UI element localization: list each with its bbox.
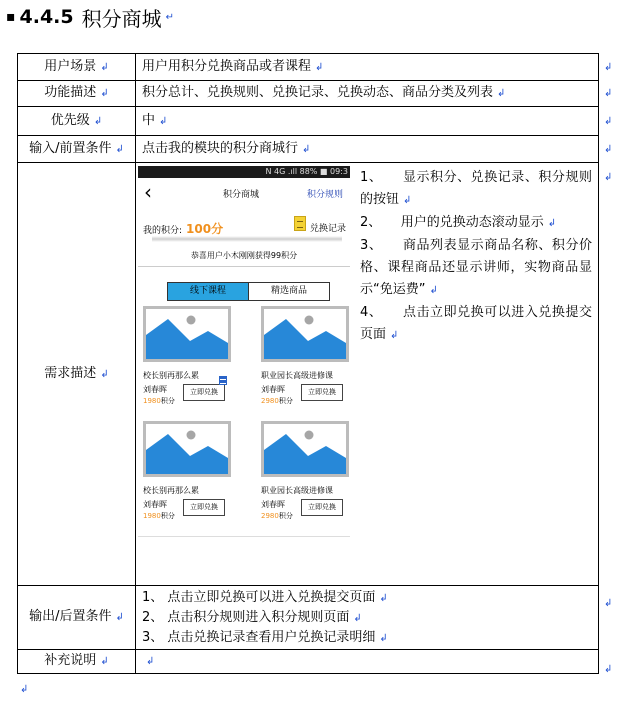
paragraph-mark: ↲: [100, 61, 109, 73]
paragraph-mark: ↲: [379, 632, 388, 644]
label-cell: [18, 136, 136, 163]
label-cell: [18, 650, 136, 674]
value-function: 积分总计、兑换规则、兑换记录、兑换动态、商品分类及列表: [142, 85, 494, 100]
requirement-cell: [136, 163, 599, 586]
row-priority: [18, 107, 599, 136]
product-card[interactable]: [143, 306, 231, 421]
row-end-mark: ↲: [604, 172, 613, 183]
note-item: 1、 显示积分、兑换记录、积分规则的按钮 ↲: [360, 170, 592, 207]
scroll-news: 恭喜用户小木刚刚获得99积分: [190, 251, 298, 260]
label-input: 输入/前置条件: [29, 140, 112, 156]
label-priority: 优先级: [50, 112, 90, 128]
product-price: 1980积分: [143, 397, 175, 405]
image-placeholder-icon: [261, 421, 349, 477]
product-price: 2980积分: [261, 397, 293, 405]
label-supplement: 补充说明: [44, 653, 97, 668]
product-price: 2980积分: [261, 512, 293, 520]
row-scene: [18, 54, 599, 81]
product-name: 校长别再那么累: [143, 486, 199, 495]
back-arrow-icon[interactable]: ‹: [144, 180, 152, 204]
paragraph-mark: ↲: [379, 592, 388, 604]
phone-mockup: [138, 166, 350, 571]
exchange-history-button[interactable]: 兑换记录: [310, 224, 347, 234]
row-supplement: [18, 650, 599, 674]
product-name: 职业园长高级进修课: [261, 486, 333, 495]
paragraph-mark: ↲: [403, 195, 412, 206]
paragraph-mark: ↲: [497, 88, 506, 99]
paragraph-mark: ↲: [100, 88, 109, 99]
scroll-ghost-line: [152, 236, 342, 242]
paragraph-mark: ↲: [100, 368, 109, 380]
product-name: 职业园长高级进修课: [261, 371, 333, 380]
nav-bar: [138, 178, 350, 208]
value-cell: [136, 586, 599, 650]
product-teacher: 刘春晖: [143, 385, 167, 394]
phone-title: 积分商城: [223, 190, 260, 200]
list-icon: [219, 376, 227, 385]
divider: [138, 266, 350, 267]
heading-title: 积分商城: [81, 6, 162, 31]
label-cell: [18, 81, 136, 107]
row-end-mark: ↲: [604, 88, 613, 99]
note-item: 4、 点击立即兑换可以进入兑换提交页面 ↲: [360, 305, 592, 342]
paragraph-mark: ↲: [93, 115, 103, 127]
paragraph-mark: ↲: [115, 612, 124, 623]
redeem-button[interactable]: 立即兑换: [183, 499, 225, 516]
redeem-button[interactable]: 立即兑换: [301, 499, 343, 516]
label-output: 输出/后置条件: [29, 609, 112, 624]
row-function: [18, 81, 599, 107]
product-name: 校长别再那么累: [143, 371, 199, 380]
paragraph-mark: ↲: [146, 656, 155, 667]
paragraph-mark: ↲: [159, 115, 168, 127]
product-teacher: 刘春晖: [261, 385, 285, 394]
divider: [138, 536, 350, 537]
value-cell: [136, 650, 599, 674]
row-end-mark: ↲: [604, 598, 613, 609]
section-heading: [6, 2, 174, 32]
heading-bullet: ▪: [6, 9, 16, 25]
paragraph-mark: ↲: [353, 612, 362, 624]
row-end-mark: ↲: [604, 62, 613, 73]
value-priority: 中: [142, 112, 156, 128]
paragraph-mark: ↲: [429, 285, 438, 296]
output-line: 1、 点击立即兑换可以进入兑换提交页面 ↲: [142, 589, 388, 605]
status-bar: N 4G .ıll 88% ■ 09:3: [138, 166, 350, 178]
paragraph-mark: ↲: [302, 143, 311, 155]
image-placeholder-icon: [143, 306, 231, 362]
requirement-notes: [360, 167, 592, 347]
row-end-mark: ↲: [604, 664, 613, 675]
heading-number: 4.4.5: [19, 6, 74, 28]
label-cell: [18, 586, 136, 650]
tab-selected-goods[interactable]: 精选商品: [270, 286, 307, 296]
product-card[interactable]: [261, 306, 349, 421]
row-input: [18, 136, 599, 163]
product-card[interactable]: [143, 421, 231, 536]
points-rules-link[interactable]: 积分规则: [307, 190, 344, 200]
label-cell: [18, 163, 136, 586]
value-scene: 用户用积分兑换商品或者课程: [142, 58, 312, 74]
paragraph-mark: ↲: [115, 143, 124, 155]
product-teacher: 刘春晖: [261, 500, 285, 509]
redeem-button[interactable]: 立即兑换: [183, 384, 225, 401]
points-value: 100分: [186, 222, 224, 236]
product-price: 1980积分: [143, 512, 175, 520]
note-item: 2、 用户的兑换动态滚动显示 ↲: [360, 215, 557, 230]
label-requirement: 需求描述: [44, 365, 97, 381]
image-placeholder-icon: [143, 421, 231, 477]
label-function: 功能描述: [44, 85, 97, 100]
output-line: 3、 点击兑换记录查看用户兑换记录明细 ↲: [142, 629, 388, 645]
value-cell: [136, 107, 599, 136]
paragraph-mark: ↲: [547, 218, 557, 229]
product-teacher: 刘春晖: [143, 500, 167, 509]
points-label: 我的积分:: [143, 226, 183, 236]
row-end-mark: ↲: [604, 144, 613, 155]
paragraph-mark: ↲: [390, 330, 399, 341]
label-cell: [18, 107, 136, 136]
note-item: 3、 商品列表显示商品名称、积分价格、课程商品还显示讲师，实物商品显示“免运费” ↲: [360, 238, 592, 297]
paragraph-mark: ↲: [315, 61, 324, 73]
value-cell: [136, 136, 599, 163]
document-icon[interactable]: [294, 216, 306, 231]
paragraph-mark: ↲: [20, 684, 29, 695]
image-placeholder-icon: [261, 306, 349, 362]
paragraph-mark: ↲: [100, 656, 109, 667]
label-scene: 用户场景: [44, 58, 97, 74]
redeem-button[interactable]: 立即兑换: [301, 384, 343, 401]
spec-table: [17, 53, 599, 674]
category-tabs: [167, 282, 330, 301]
row-output: [18, 586, 599, 650]
value-input: 点击我的模块的积分商城行: [142, 140, 299, 156]
product-card[interactable]: [261, 421, 349, 536]
row-requirement: [18, 163, 599, 586]
output-line: 2、 点击积分规则进入积分规则页面 ↲: [142, 609, 362, 625]
paragraph-mark: ↵: [165, 11, 174, 23]
value-cell: [136, 54, 599, 81]
row-end-mark: ↲: [604, 116, 613, 127]
label-cell: [18, 54, 136, 81]
value-cell: [136, 81, 599, 107]
tab-offline-course[interactable]: 线下课程: [168, 283, 249, 300]
